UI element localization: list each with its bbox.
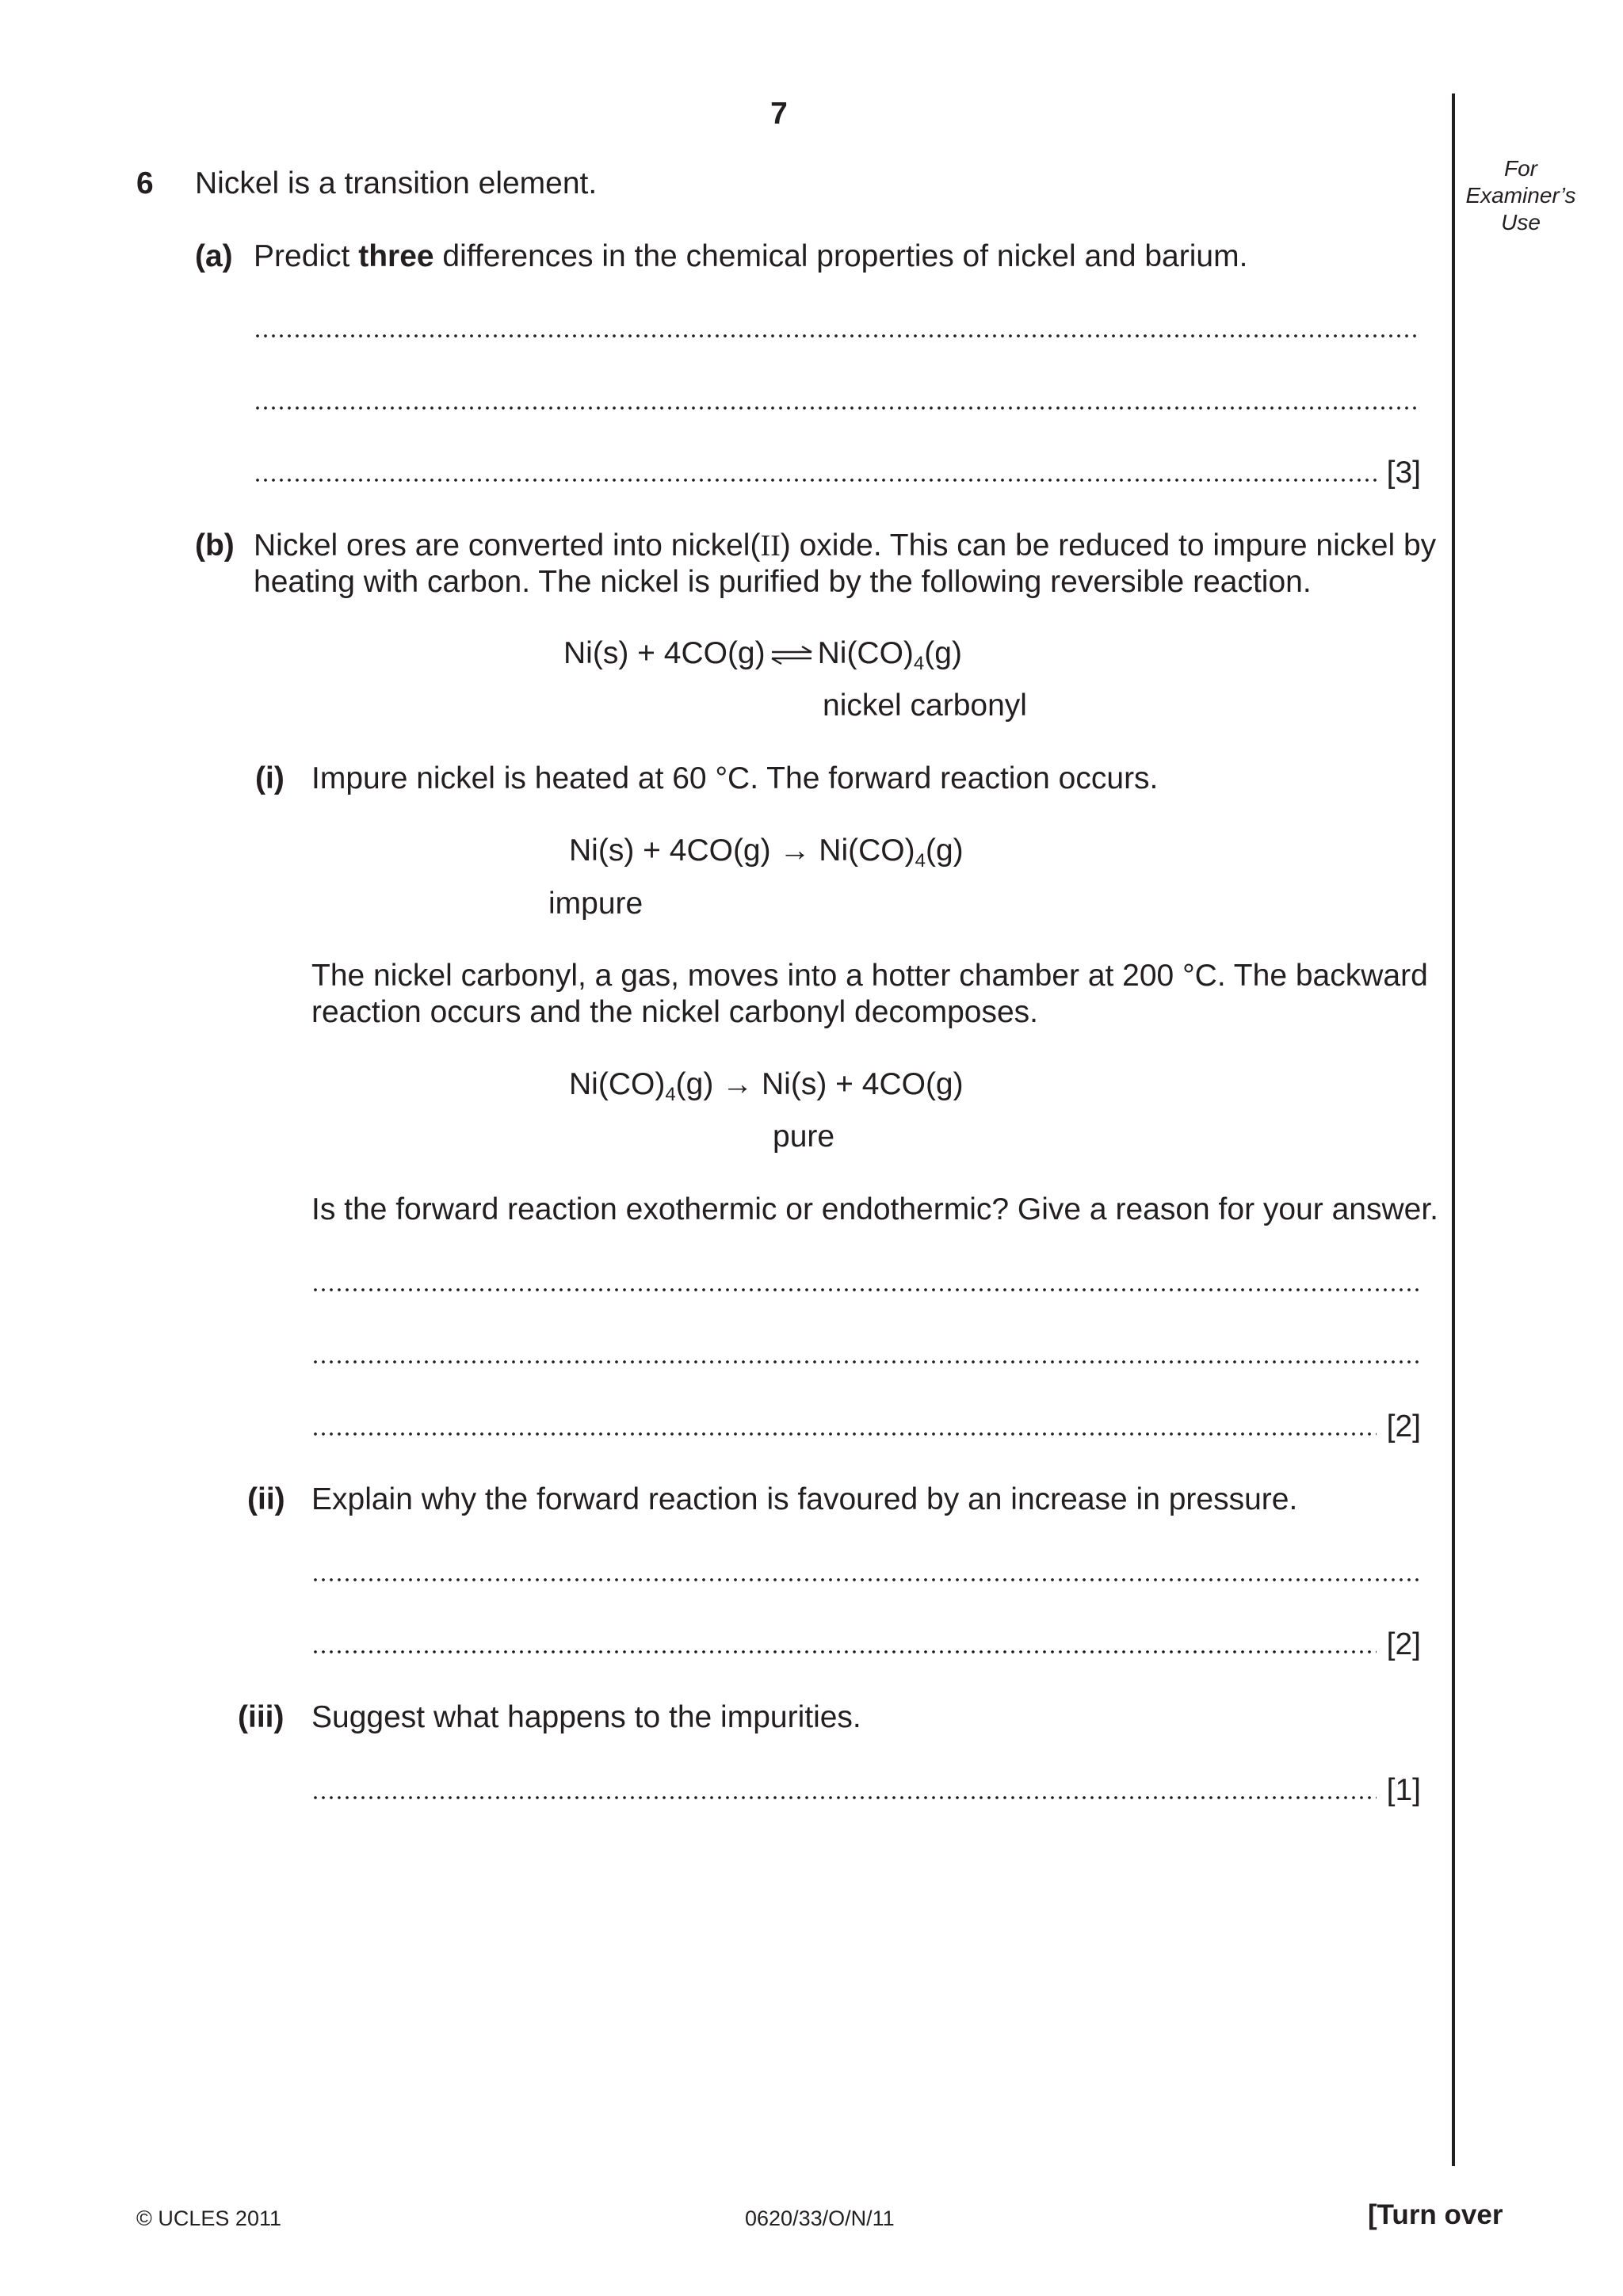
- answer-line-a2[interactable]: [254, 383, 1421, 419]
- part-i-para-line1: The nickel carbonyl, a gas, moves into a hotter chamber at 200 °C. The backward: [311, 959, 1428, 993]
- examiner-use-note: [1450, 155, 1591, 236]
- forward-equation: $Ni(s) + 4CO(g) \to Ni(CO)_4(g)$: [569, 833, 964, 871]
- answer-line-ii1[interactable]: [311, 1554, 1421, 1591]
- part-a-question: Predict three differences in the chemical properties of nickel and barium.: [254, 239, 1248, 273]
- part-ii-label: (ii): [247, 1482, 285, 1516]
- part-b-label: (b): [195, 528, 235, 563]
- examiner-note-line: Examiner’s: [1465, 183, 1576, 208]
- answer-line-i1[interactable]: [311, 1264, 1421, 1301]
- examiner-margin-rule: [1452, 93, 1455, 2166]
- question-number: 6: [136, 166, 154, 200]
- backward-equation: $Ni(CO)_4(g) \to Ni(s) + 4CO(g)$: [569, 1067, 964, 1105]
- answer-line-a3[interactable]: [254, 455, 1421, 491]
- equation-label-impure: impure: [548, 887, 643, 921]
- answer-line-iii1[interactable]: [311, 1772, 1421, 1809]
- equilibrium-arrow-icon: [770, 645, 813, 666]
- part-a-label: (a): [195, 239, 233, 273]
- part-i-question: Is the forward reaction exothermic or endothermic? Give a reason for your answer.: [311, 1192, 1438, 1226]
- part-i-para-line2: reaction occurs and the nickel carbonyl decomposes.: [311, 995, 1038, 1029]
- mark-allocation: [1]: [1386, 1773, 1421, 1807]
- footer-copyright: © UCLES 2011: [136, 2206, 281, 2230]
- part-i-text: Impure nickel is heated at 60 °C. The forward reaction occurs.: [311, 761, 1159, 795]
- equation-product: $Ni(CO)_4(g)$: [817, 636, 962, 674]
- part-ii-text: Explain why the forward reaction is favoured by an increase in pressure.: [311, 1482, 1298, 1516]
- part-b-text-line2: heating with carbon. The nickel is purified by the following reversible reaction.: [254, 565, 1312, 599]
- page-number: 7: [770, 97, 788, 131]
- answer-line-a1[interactable]: [254, 311, 1421, 347]
- reversible-equation: [563, 635, 962, 672]
- answer-line-i2[interactable]: [311, 1337, 1421, 1373]
- mark-allocation: [2]: [1386, 1627, 1421, 1661]
- part-i-label: (i): [255, 761, 285, 795]
- turn-over-note: [Turn over: [1368, 2199, 1503, 2230]
- equation-label-pure: pure: [773, 1119, 835, 1154]
- examiner-note-line: For: [1504, 156, 1537, 181]
- equation-label-nickel-carbonyl: nickel carbonyl: [823, 688, 1027, 723]
- footer-paper-code: 0620/33/O/N/11: [745, 2206, 895, 2230]
- mark-allocation: [3]: [1386, 456, 1421, 490]
- part-b-text-line1: Nickel ores are converted into nickel(II) oxide. This can be reduced to impure nickel by: [254, 528, 1437, 563]
- examiner-note-line: Use: [1501, 210, 1541, 235]
- answer-line-ii2[interactable]: [311, 1627, 1421, 1663]
- equation-reactants: Ni(s) + 4CO(g): [563, 636, 766, 670]
- part-iii-label: (iii): [238, 1700, 285, 1734]
- question-stem: Nickel is a transition element.: [195, 166, 598, 200]
- mark-allocation: [2]: [1386, 1409, 1421, 1444]
- answer-line-i3[interactable]: [311, 1409, 1421, 1445]
- part-iii-text: Suggest what happens to the impurities.: [311, 1700, 861, 1734]
